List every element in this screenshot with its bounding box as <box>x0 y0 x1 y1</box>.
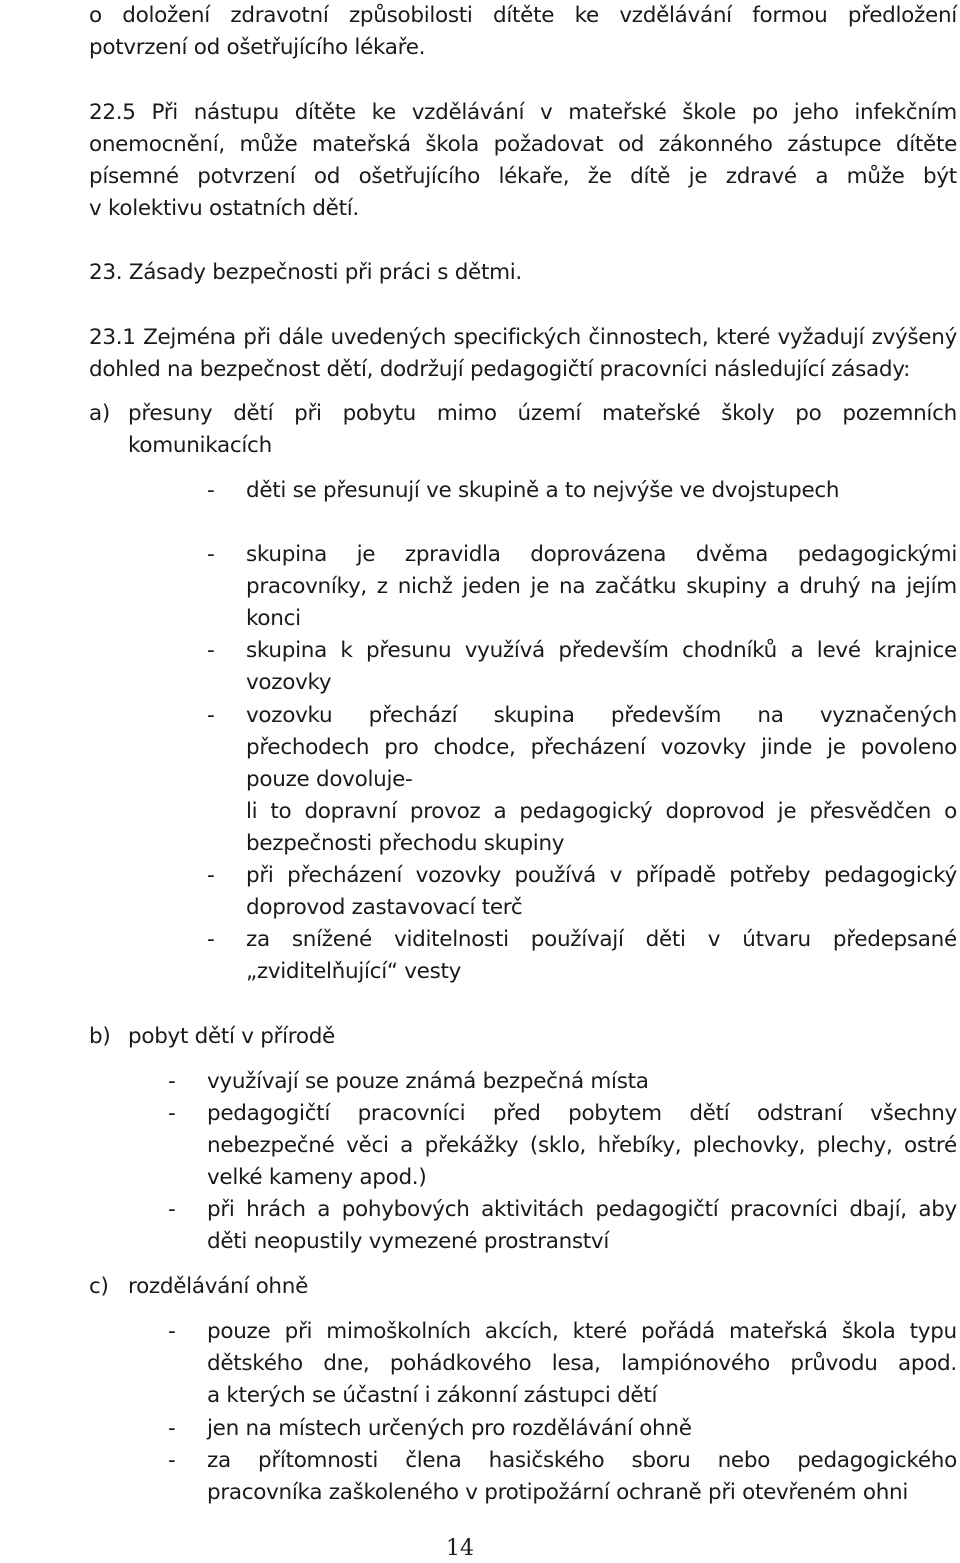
line-text: rozdělávání ohně <box>128 1274 308 1299</box>
text-line <box>0 129 960 161</box>
list-marker: - <box>168 1069 176 1094</box>
line-text: bezpečnosti přechodu skupiny <box>246 831 565 856</box>
text-line <box>0 1271 960 1303</box>
text-line <box>0 635 960 667</box>
list-marker: - <box>168 1416 176 1441</box>
line-text: děti neopustily vymezené prostranství <box>207 1229 610 1254</box>
line-text: vozovky <box>246 670 332 695</box>
text-line <box>0 1226 960 1258</box>
text-line <box>0 0 960 32</box>
line-text: využívají se pouze známá bezpečná místa <box>207 1069 649 1094</box>
text-line <box>0 667 960 699</box>
line-text: „zviditelňující“ vesty <box>246 959 462 984</box>
line-text: pracovníka zaškoleného v protipožární ochraně při otevřeném ohni <box>207 1480 909 1505</box>
list-marker: b) <box>89 1024 111 1049</box>
line-text: nebezpečné věci a překážky (sklo, hřebíky, plechovky, plechy, ostré <box>207 1133 957 1158</box>
text-line <box>0 354 960 386</box>
text-line <box>0 1066 960 1098</box>
line-text: za přítomnosti člena hasičského sboru nebo pedagogického <box>207 1448 957 1473</box>
text-line <box>0 860 960 892</box>
line-text: vozovku přechází skupina především na vyznačených <box>246 703 957 728</box>
text-line <box>0 700 960 732</box>
line-text: děti se přesunují ve skupině a to nejvýše ve dvojstupech <box>246 478 840 503</box>
list-marker: - <box>168 1319 176 1344</box>
line-text: jen na místech určených pro rozdělávání ohně <box>207 1416 692 1441</box>
line-text: pobyt dětí v přírodě <box>128 1024 335 1049</box>
line-text: doprovod zastavovací terč <box>246 895 523 920</box>
list-marker: - <box>207 542 215 567</box>
text-line <box>0 1413 960 1445</box>
text-line <box>0 1445 960 1477</box>
line-text: skupina k přesunu využívá především chodníků a levé krajnice <box>246 638 957 663</box>
text-line <box>0 475 960 507</box>
list-marker: - <box>207 927 215 952</box>
text-line <box>0 732 960 764</box>
line-text: a kterých se účastní i zákonní zástupci dětí <box>207 1383 658 1408</box>
line-text: li to dopravní provoz a pedagogický doprovod je přesvědčen o <box>246 799 957 824</box>
list-marker: - <box>207 638 215 663</box>
text-line <box>0 398 960 430</box>
line-text: dohled na bezpečnost dětí, dodržují pedagogičtí pracovníci následující zásady: <box>89 357 911 382</box>
line-text: velké kameny apod.) <box>207 1165 427 1190</box>
line-text: konci <box>246 606 301 631</box>
line-text: pedagogičtí pracovníci před pobytem dětí odstraní všechny <box>207 1101 957 1126</box>
text-line <box>0 32 960 64</box>
text-line <box>0 796 960 828</box>
text-line <box>0 1316 960 1348</box>
line-text: v kolektivu ostatních dětí. <box>89 196 359 221</box>
list-marker: - <box>168 1101 176 1126</box>
text-line <box>0 828 960 860</box>
line-text: dětského dne, pohádkového lesa, lampiónového průvodu apod. <box>207 1351 957 1376</box>
line-text: 23.1 Zejména při dále uvedených specifických činnostech, které vyžadují zvýšený <box>89 325 957 350</box>
text-line <box>0 1098 960 1130</box>
line-text: pracovníky, z nichž jeden je na začátku skupiny a druhý na jejím <box>246 574 957 599</box>
line-text: při přecházení vozovky používá v případě potřeby pedagogický <box>246 863 957 888</box>
text-line <box>0 924 960 956</box>
text-line <box>0 1348 960 1380</box>
list-marker: - <box>168 1197 176 1222</box>
text-line <box>0 193 960 225</box>
list-marker: - <box>207 703 215 728</box>
line-text: potvrzení od ošetřujícího lékaře. <box>89 35 426 60</box>
line-text: komunikacích <box>128 433 272 458</box>
text-line <box>0 1162 960 1194</box>
text-line <box>0 1380 960 1412</box>
list-marker: - <box>207 478 215 503</box>
text-line <box>0 764 960 796</box>
text-line <box>0 1477 960 1509</box>
line-text: skupina je zpravidla doprovázena dvěma pedagogickými <box>246 542 957 567</box>
text-line <box>0 97 960 129</box>
line-text: pouze při mimoškolních akcích, které pořádá mateřská škola typu <box>207 1319 957 1344</box>
line-text: onemocnění, může mateřská škola požadovat od zákonného zástupce dítěte <box>89 132 957 157</box>
line-text: při hrách a pohybových aktivitách pedagogičtí pracovníci dbají, aby <box>207 1197 957 1222</box>
line-text: za snížené viditelnosti používají děti v útvaru předepsané <box>246 927 957 952</box>
list-marker: c) <box>89 1274 109 1299</box>
text-line <box>0 956 960 988</box>
text-line <box>0 430 960 462</box>
list-marker: - <box>207 863 215 888</box>
text-line <box>0 257 960 289</box>
text-line <box>0 1194 960 1226</box>
text-line <box>0 161 960 193</box>
line-text: přechodech pro chodce, přecházení vozovky jinde je povoleno <box>246 735 957 760</box>
list-marker: a) <box>89 401 110 426</box>
page-number: 14 <box>446 1536 474 1561</box>
text-line <box>0 539 960 571</box>
line-text: přesuny dětí při pobytu mimo území mateřské školy po pozemních <box>128 401 957 426</box>
list-marker: - <box>168 1448 176 1473</box>
line-text: písemné potvrzení od ošetřujícího lékaře, že dítě je zdravé a může být <box>89 164 957 189</box>
line-text: 23. Zásady bezpečnosti při práci s dětmi. <box>89 260 522 285</box>
text-line <box>0 571 960 603</box>
text-line <box>0 603 960 635</box>
text-line <box>0 1021 960 1053</box>
line-text: pouze dovoluje- <box>246 767 413 792</box>
line-text: 22.5 Při nástupu dítěte ke vzdělávání v mateřské škole po jeho infekčním <box>89 100 957 125</box>
text-line <box>0 322 960 354</box>
text-line <box>0 892 960 924</box>
text-line <box>0 1130 960 1162</box>
line-text: o doložení zdravotní způsobilosti dítěte ke vzdělávání formou předložení <box>89 3 957 28</box>
